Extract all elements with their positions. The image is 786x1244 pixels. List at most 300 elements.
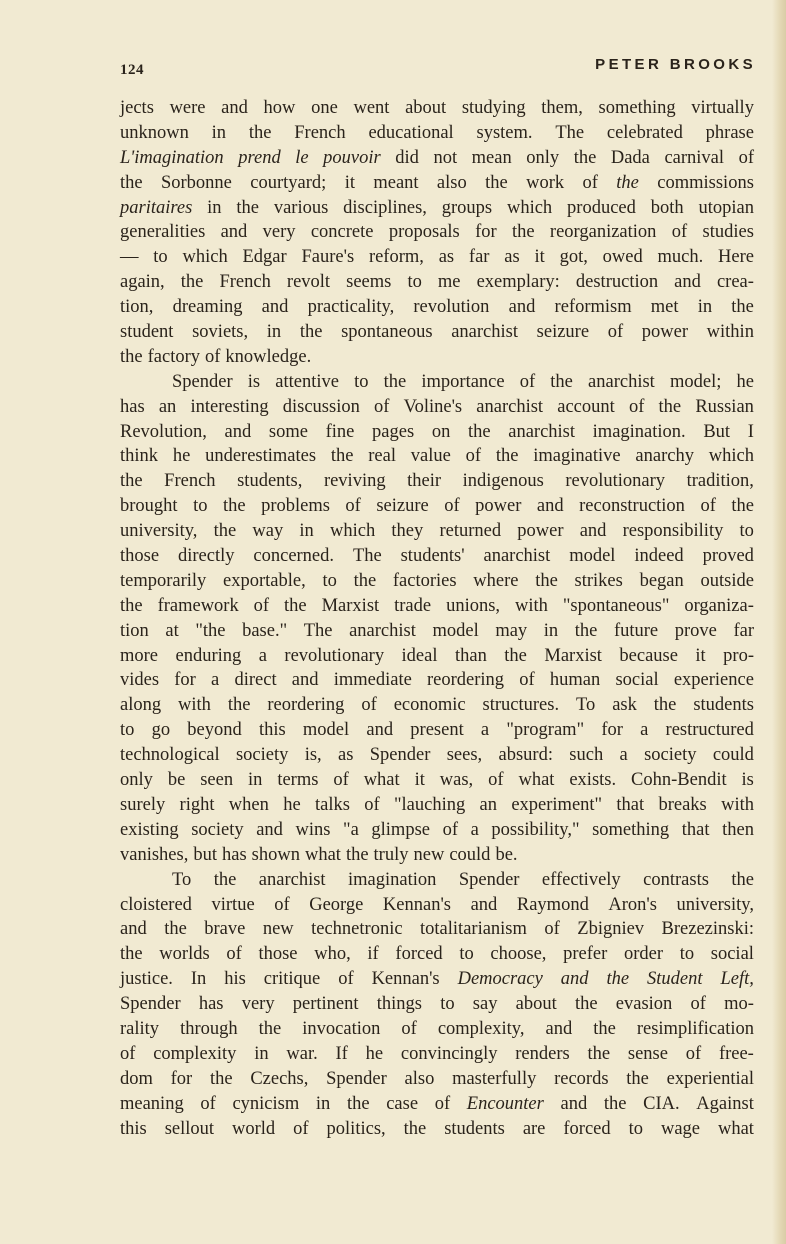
word: only [120,770,153,791]
word: power [475,496,522,517]
word: for [475,222,497,243]
word: Russian [695,396,754,417]
word: the [330,446,354,467]
word: Spender [172,371,233,392]
word: In [190,969,207,990]
word: world [232,1118,276,1139]
word: revolution [413,297,490,318]
word: power [641,322,689,343]
word: Czechs, [250,1068,309,1089]
word: a [470,819,479,840]
word: trade [394,595,432,616]
word: of [738,147,754,168]
word: If [335,1043,348,1064]
word: carnival [664,147,725,168]
text-line [120,644,754,669]
word: to [459,944,474,965]
word: technetronic [311,919,403,940]
word: reconstruction [579,496,685,517]
word: utopian [698,197,754,218]
word: of [364,794,380,815]
word: studying [461,98,526,118]
word: of [401,1018,417,1039]
word: it [414,770,425,791]
word: Kennan's [382,894,451,915]
word: cloistered [120,894,192,915]
word: knowledge. [225,346,312,367]
word: of [374,396,390,417]
text-line [120,967,754,992]
word: those [120,546,160,567]
word: value [410,446,451,467]
word: students [444,1118,505,1139]
word: social [615,670,659,691]
word: and [120,919,147,940]
word: has [120,396,145,417]
word: things [376,994,422,1015]
text-line [120,494,754,519]
word: pro- [723,645,754,666]
word: of [628,396,645,417]
word: revolt [286,272,331,293]
word: they [391,521,424,542]
text-line [120,942,754,967]
word: students, [237,471,303,492]
word: the [120,595,143,616]
word: celebrated [606,122,683,143]
word: of [465,446,482,467]
text-line [120,1117,754,1142]
text-line [120,96,754,121]
word: the [574,620,598,641]
word: generalities [120,222,206,243]
word: organiza- [684,595,754,616]
text-line [120,370,754,395]
word: in [299,521,314,542]
word: to [153,247,168,268]
word: and [545,1018,573,1039]
word: model [569,546,616,567]
word: forced [395,944,443,965]
word: practicality, [307,297,395,318]
word: which [506,197,553,218]
word: "a [343,819,359,840]
word: what [304,844,341,865]
word: is, [304,745,322,766]
word: this [120,1118,147,1139]
word: imagination. [592,421,686,442]
word: anarchist [476,396,544,417]
word: importance [421,371,505,392]
word: order [623,944,663,965]
word: social [710,944,754,965]
word: what [717,1118,754,1139]
word: very [262,222,296,243]
word: the [587,1043,611,1064]
word: directly [177,546,235,567]
word: Student [647,969,703,990]
word: Revolution, [120,421,207,442]
word: sees, [446,745,483,766]
text-line [120,1067,754,1092]
word: and [579,521,607,542]
word: imagination [348,869,437,890]
word: The [352,546,382,567]
word: restructured [665,720,754,741]
word: were [169,98,206,118]
word: the [258,1018,282,1039]
word: power [517,521,564,542]
word: meant [373,172,419,193]
word: worlds [159,944,210,965]
word: about [515,994,557,1015]
word: of [444,496,460,517]
word: Encounter [466,1093,544,1114]
word: absurd: [498,745,553,766]
word: the [403,1118,427,1139]
word: only [526,147,560,168]
word: was, [439,770,474,791]
word: truly [373,844,409,865]
word: he [172,446,191,467]
word: the [213,869,237,890]
page-header [120,56,756,82]
text-line [120,146,754,171]
word: Zbigniev [577,919,645,940]
word: he [365,1043,384,1064]
word: shown [251,844,300,865]
word: imaginative [533,446,621,467]
word: immediate [333,670,412,691]
word: to [628,1118,643,1139]
word: "program" [506,720,585,741]
word: and [470,894,498,915]
word: has [198,994,224,1015]
word: framework [157,595,239,616]
word: and [536,496,564,517]
word: wage [660,1118,700,1139]
word: got, [559,247,588,268]
word: and [256,819,283,840]
word: Marxist [544,645,602,666]
word: the [616,172,639,193]
word: interesting [190,396,269,417]
text-line [120,619,754,644]
word: way [252,521,284,542]
text-line [120,295,754,320]
word: Voline's [403,396,463,417]
text-line [120,843,754,868]
word: of [205,346,221,367]
word: terms [277,770,319,791]
word: rality [120,1018,160,1039]
word: glimpse [371,819,430,840]
word: the [180,272,204,293]
word: the [383,371,407,392]
word: the [299,322,323,343]
word: future [613,620,659,641]
word: the [626,1068,649,1089]
text-line [120,768,754,793]
word: exportable, [223,570,306,591]
text-line [120,718,754,743]
word: may [495,620,528,641]
word: CIA. [643,1093,680,1114]
word: could [712,745,754,766]
word: indeed [634,546,684,567]
word: anarchist [258,869,326,890]
word: went [353,98,390,118]
word: right [179,794,215,815]
word: factories [392,570,457,591]
word: for [170,1068,193,1089]
word: account [557,396,615,417]
word: far [733,620,754,641]
word: the [345,844,369,865]
word: are [522,1118,546,1139]
word: Left, [720,969,754,990]
word: complexity, [437,1018,525,1039]
word: a [211,670,220,691]
word: and [221,98,248,118]
word: the [593,1018,616,1039]
word: soviets, [192,322,249,343]
text-line [120,693,754,718]
word: the [284,595,307,616]
word: the [120,944,143,965]
word: of [274,894,290,915]
word: as [438,247,455,268]
word: system. [476,122,533,143]
word: and [224,421,252,442]
word: base." [242,620,288,641]
word: brave [204,919,246,940]
word: Raymond [516,894,589,915]
word: if [367,944,379,965]
word: the [731,869,754,890]
word: with [514,595,548,616]
word: of [345,496,361,517]
word: reform, [368,247,424,268]
word: produced [567,197,636,218]
word: "spontaneous" [562,595,670,616]
word: not [433,147,458,168]
word: model [302,720,350,741]
word: choose, [490,944,547,965]
word: them, [541,98,583,118]
word: underestimates [205,446,317,467]
text-line [120,569,754,594]
word: and [261,297,289,318]
word: it [695,645,706,666]
word: To [172,869,192,890]
word: tion [120,620,149,641]
word: model; [669,371,722,392]
running-head: PETER BROOKS [595,56,756,73]
word: destruction [575,272,659,293]
word: did [395,147,419,168]
word: of [226,944,242,965]
word: for [174,670,196,691]
word: anarchist [349,620,416,641]
word: and [674,272,701,293]
word: enduring [175,645,242,666]
word: virtue [211,894,255,915]
word: Spender [326,1068,387,1089]
word: factory [147,346,200,367]
word: "the [195,620,226,641]
text-line [120,171,754,196]
word: be. [495,844,518,865]
word: on [431,421,451,442]
text-line [120,594,754,619]
text-line [120,395,754,420]
word: temporarily [120,570,207,591]
word: complexity [153,1043,237,1064]
word: beyond [187,720,242,741]
word: present [410,720,464,741]
word: concrete [310,222,374,243]
word: who, [314,944,351,965]
word: exists. [569,770,617,791]
word: the [222,496,246,517]
word: of [442,819,459,840]
word: a [480,720,490,741]
word: society [644,745,697,766]
word: anarchist [451,322,518,343]
word: it [344,172,355,193]
word: economic [393,695,466,716]
word: the [467,421,491,442]
word: to [322,570,337,591]
word: what [363,770,400,791]
word: totalitarianism [420,919,527,940]
text-line [120,743,754,768]
word: unknown [120,122,189,143]
word: it [534,247,545,268]
word: Democracy [457,969,543,990]
word: unions, [446,595,501,616]
word: could [449,844,491,865]
word: of [434,1093,451,1114]
word: with [178,695,211,716]
word: mean [471,147,512,168]
word: Kennan's [371,969,440,990]
text-line [120,444,754,469]
word: the [120,471,143,492]
word: contrasts [643,869,709,890]
word: commissions [657,172,754,193]
word: ideal [401,645,438,666]
word: breaks [658,794,707,815]
word: of [685,1043,702,1064]
word: the [227,695,251,716]
body-text [120,96,754,1141]
word: some [268,421,308,442]
word: has [221,844,247,865]
word: sense [627,1043,668,1064]
word: one [311,98,338,118]
word: the [731,496,754,517]
word: responsibility [622,521,724,542]
word: forced [563,1118,611,1139]
word: various [273,197,329,218]
word: university, [676,894,754,915]
word: anarchist [483,546,551,567]
word: indigenous [462,471,544,492]
word: crea- [716,272,754,293]
word: cynicism [232,1093,300,1114]
word: Cohn-Bendit [631,770,727,791]
word: prend [238,147,281,168]
word: "lauching [393,794,466,815]
word: seizure [536,322,590,343]
word: revolutionary [284,645,385,666]
word: with [721,794,754,815]
word: of [120,1043,136,1064]
word: those [258,944,298,965]
word: and [291,670,319,691]
word: free- [718,1043,754,1064]
word: The [303,620,333,641]
word: talks [314,794,350,815]
word: fine [325,421,355,442]
word: mo- [724,994,754,1015]
word: of [582,172,598,193]
word: vanishes, [120,844,189,865]
word: of [690,994,706,1015]
word: society [235,745,289,766]
word: to [354,371,369,392]
word: the [213,521,237,542]
text-line [120,793,754,818]
text-line [120,345,754,370]
word: anarchist [588,371,655,392]
text-line [120,668,754,693]
word: of [544,919,560,940]
word: which [708,446,754,467]
word: at [165,620,179,641]
word: of [607,322,624,343]
word: along [120,695,162,716]
word: met [650,297,679,318]
word: Marxist [321,595,380,616]
word: brought [120,496,178,517]
word: this [258,720,286,741]
word: the [731,297,754,318]
word: the [236,197,259,218]
word: a [258,645,267,666]
word: disciplines, [343,197,427,218]
word: experience [673,670,754,691]
word: proposals [388,222,460,243]
text-line [120,868,754,893]
word: where [473,570,519,591]
word: also [404,1068,435,1089]
word: the [248,122,272,143]
word: very [241,994,275,1015]
word: anarchist [508,421,576,442]
word: French [294,122,346,143]
word: to [679,944,695,965]
word: in [315,1093,331,1114]
word: meaning [120,1093,184,1114]
word: seizure [376,496,429,517]
text-line [120,1042,754,1067]
text-line [120,469,754,494]
word: a [619,745,628,766]
word: students [693,695,754,716]
